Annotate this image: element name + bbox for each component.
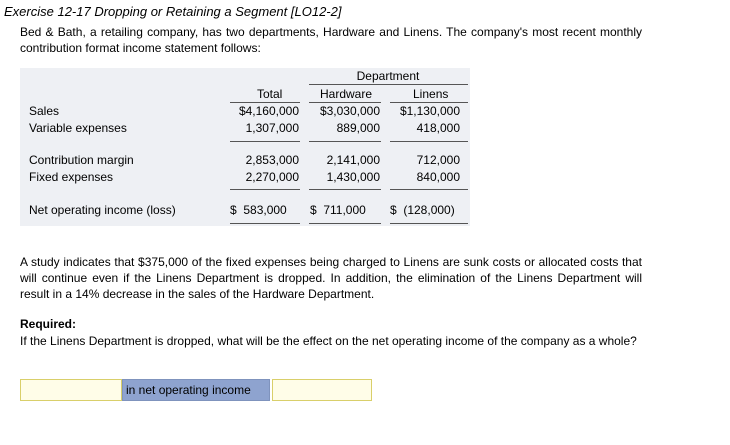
contribution-margin-linens: 712,000 bbox=[416, 153, 460, 167]
variable-expenses-total: 1,307,000 bbox=[245, 121, 299, 135]
contribution-margin-hardware: 2,141,000 bbox=[326, 153, 380, 167]
row-label-variable-expenses: Variable expenses bbox=[29, 121, 127, 135]
effect-direction-input[interactable] bbox=[20, 379, 122, 401]
effect-amount-input[interactable] bbox=[272, 379, 372, 401]
subtotal-rule-linens bbox=[390, 141, 468, 142]
intro-paragraph: Bed & Bath, a retailing company, has two departments, Hardware and Linens. The company's most recent monthly contribution format income statement follows: bbox=[20, 25, 642, 55]
department-header: Department bbox=[356, 69, 420, 83]
total-rule-total bbox=[230, 189, 300, 190]
column-header-hardware: Hardware bbox=[320, 87, 373, 101]
answer-row bbox=[20, 379, 372, 401]
required-label: Required: bbox=[20, 317, 77, 331]
variable-expenses-linens: 418,000 bbox=[416, 121, 460, 135]
sales-total: $4,160,000 bbox=[238, 104, 299, 118]
row-label-net-operating-income: Net operating income (loss) bbox=[29, 203, 176, 217]
double-rule-total bbox=[230, 223, 300, 224]
sales-hardware: $3,030,000 bbox=[319, 104, 380, 118]
net-operating-income-hardware: $ 711,000 bbox=[310, 203, 366, 217]
total-rule-linens bbox=[390, 189, 468, 190]
net-operating-income-linens: $ (128,000) bbox=[390, 203, 455, 217]
row-label-sales: Sales bbox=[29, 104, 60, 118]
total-rule-hardware bbox=[309, 189, 381, 190]
department-underline bbox=[309, 84, 468, 85]
question-paragraph: If the Linens Department is dropped, what will be the effect on the net operating income of the company as a whole? bbox=[20, 334, 637, 348]
answer-label: in net operating income bbox=[122, 379, 270, 401]
column-header-linens: Linens bbox=[413, 87, 449, 101]
double-rule-hardware bbox=[309, 223, 381, 224]
row-label-contribution-margin: Contribution margin bbox=[29, 153, 134, 167]
column-header-total: Total bbox=[257, 87, 283, 101]
net-operating-income-total: $ 583,000 bbox=[230, 203, 287, 217]
header-rule-total bbox=[230, 102, 300, 103]
header-rule-hardware bbox=[309, 102, 381, 103]
fixed-expenses-total: 2,270,000 bbox=[245, 170, 299, 184]
sales-linens: $1,130,000 bbox=[399, 104, 460, 118]
subtotal-rule-total bbox=[230, 141, 300, 142]
fixed-expenses-hardware: 1,430,000 bbox=[326, 170, 380, 184]
variable-expenses-hardware: 889,000 bbox=[336, 121, 380, 135]
study-paragraph: A study indicates that $375,000 of the fixed expenses being charged to Linens are sunk costs or allocated costs that will continue even if the Linens Department is dropped. In addition, the elimination of the Linens Department will result in a 14% decrease in the sales of the Hardware Department. bbox=[20, 255, 642, 301]
double-rule-linens bbox=[390, 223, 468, 224]
header-rule-linens bbox=[390, 102, 468, 103]
contribution-margin-total: 2,853,000 bbox=[245, 153, 299, 167]
exercise-title: Exercise 12-17 Dropping or Retaining a Segment [LO12-2] bbox=[4, 4, 342, 19]
fixed-expenses-linens: 840,000 bbox=[416, 170, 460, 184]
row-label-fixed-expenses: Fixed expenses bbox=[29, 170, 114, 184]
subtotal-rule-hardware bbox=[309, 141, 381, 142]
